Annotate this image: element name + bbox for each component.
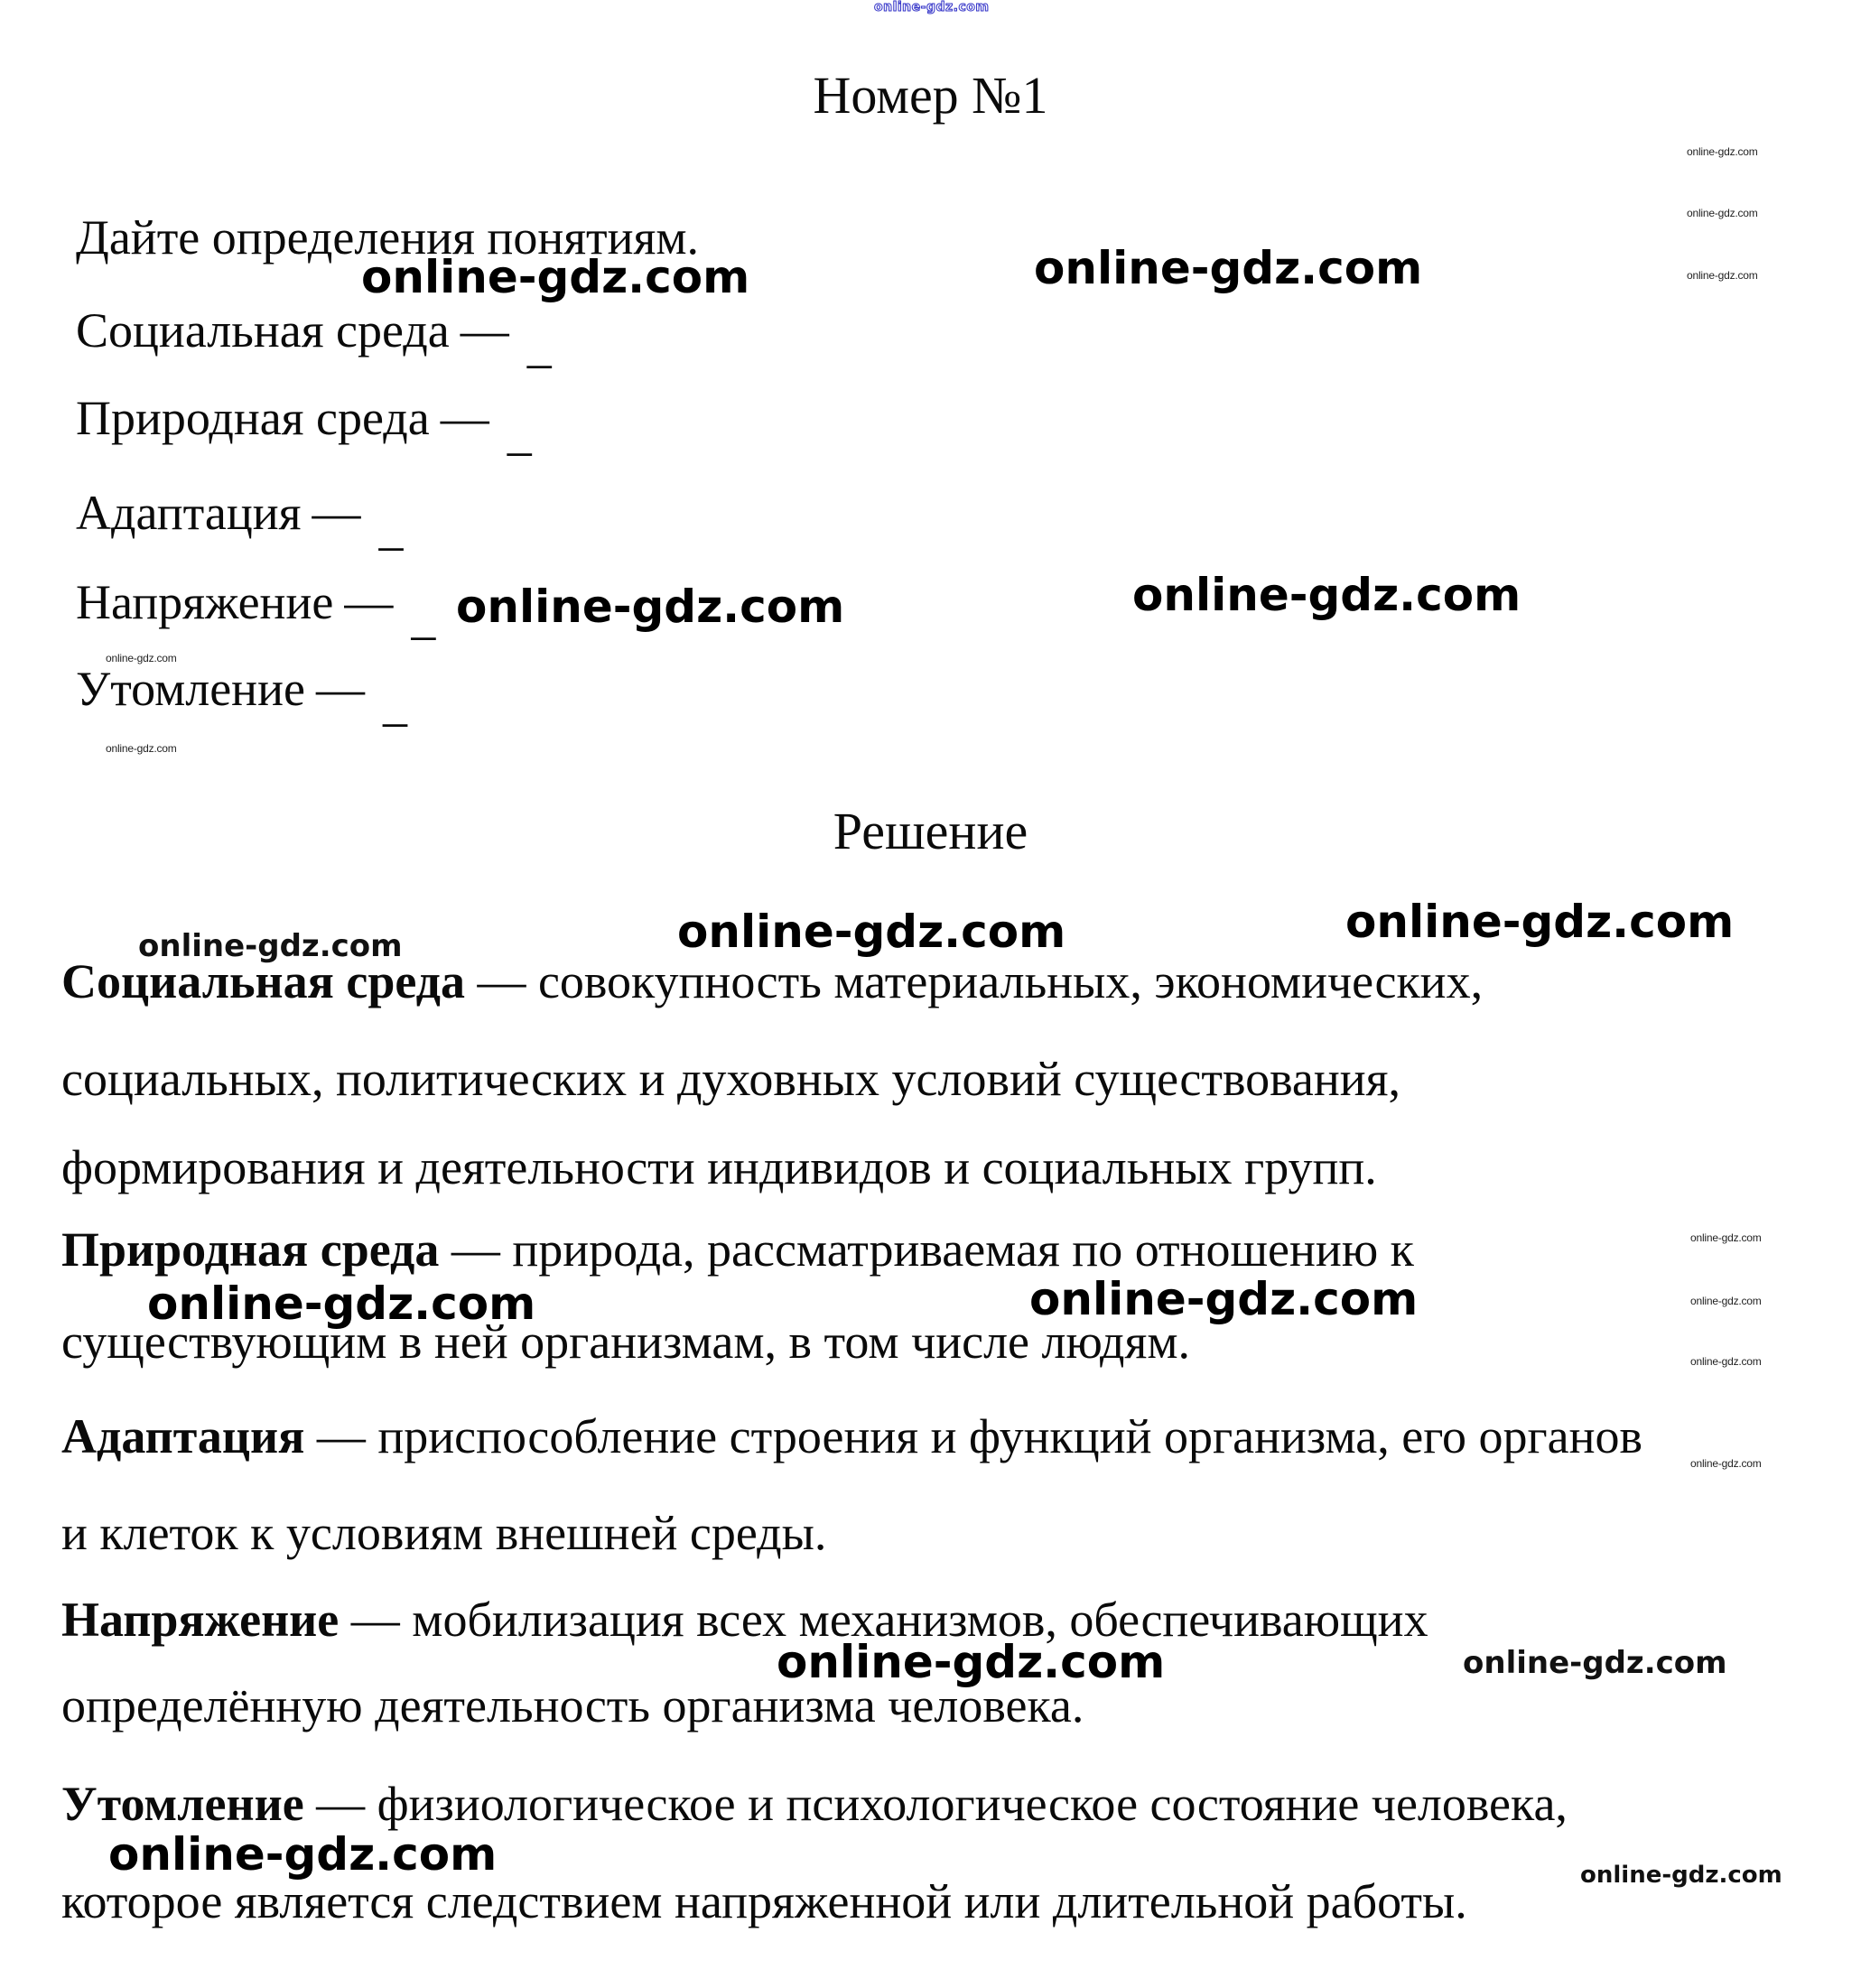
watermark-text: online-gdz.com [874,0,990,14]
solution-term: Природная среда [61,1222,440,1277]
watermark-text: online-gdz.com [108,1828,498,1881]
solution-term: Социальная среда [61,954,465,1008]
term-label: Социальная среда [76,303,450,358]
term-label: Утомление [76,662,305,716]
question-term-line-natural-env [76,390,532,461]
watermark-text: online-gdz.com [1687,207,1758,219]
watermark-text: online-gdz.com [1690,1295,1762,1307]
solution-heading: Решение [833,802,1028,860]
watermark-text: online-gdz.com [106,742,177,755]
term-dash: — [460,303,509,358]
watermark-text: online-gdz.com [1687,145,1758,158]
answer-blank: _ [507,406,532,461]
solution-p4-line1 [61,1592,1428,1648]
watermark-text: online-gdz.com [456,581,845,633]
solution-p3-line1 [61,1408,1642,1464]
watermark-text: online-gdz.com [1029,1273,1419,1325]
solution-term: Адаптация [61,1409,305,1463]
watermark-text: online-gdz.com [1463,1645,1727,1681]
term-dash: — [315,662,365,716]
term-label: Природная среда [76,391,430,445]
watermark-text: online-gdz.com [361,251,750,303]
term-dash: — [440,391,489,445]
solution-p5-line2: которое является следствием напряженной или длительной работы. [61,1874,1467,1928]
question-term-line-fatigue [76,661,407,732]
solution-text: — физиологическое и психологическое состояние человека, [303,1777,1568,1831]
solution-text: — совокупность материальных, экономических, [464,954,1484,1008]
watermark-text: online-gdz.com [138,928,403,964]
watermark-text: online-gdz.com [1034,242,1423,294]
question-term-line-social-env [76,302,552,374]
watermark-text: online-gdz.com [147,1277,536,1330]
answer-blank: _ [411,590,436,646]
watermark-text: online-gdz.com [777,1636,1166,1688]
solution-p5-line1 [61,1776,1568,1832]
term-dash: — [312,486,361,540]
page-title: Номер №1 [813,66,1048,125]
answer-blank: _ [378,501,404,556]
solution-p2-line1 [61,1222,1414,1277]
answer-blank: _ [382,677,407,732]
solution-p4-line2: определённую деятельность организма человека. [61,1678,1084,1733]
watermark-text: online-gdz.com [1690,1457,1762,1470]
solution-p1-line2: социальных, политических и духовных условий существования, [61,1052,1400,1106]
solution-text: — мобилизация всех механизмов, обеспечивающих [339,1593,1428,1647]
question-term-line-tension [76,574,436,646]
watermark-text: online-gdz.com [1690,1355,1762,1368]
term-dash: — [344,575,394,629]
term-label: Адаптация [76,486,302,540]
watermark-text: online-gdz.com [1687,269,1758,282]
solution-text: — природа, рассматриваемая по отношению к [439,1222,1414,1277]
watermark-text: online-gdz.com [677,906,1066,958]
solution-text: — приспособление строения и функций организма, его органов [304,1409,1643,1463]
watermark-text: online-gdz.com [1345,896,1735,948]
term-label: Напряжение [76,575,334,629]
solution-term: Утомление [61,1777,304,1831]
watermark-text: online-gdz.com [1690,1231,1762,1244]
solution-p3-line2: и клеток к условиям внешней среды. [61,1506,827,1560]
watermark-text: online-gdz.com [1580,1862,1782,1889]
solution-p1-line3: формирования и деятельности индивидов и социальных групп. [61,1140,1377,1194]
question-term-line-adaptation [76,485,404,556]
watermark-text: online-gdz.com [106,652,177,664]
solution-p2-line2: существующим в ней организмам, в том числе людям. [61,1314,1191,1369]
answer-blank: _ [526,319,552,374]
watermark-text: online-gdz.com [1132,569,1521,621]
solution-term: Напряжение [61,1593,340,1647]
question-prompt: Дайте определения понятиям. [76,210,700,265]
